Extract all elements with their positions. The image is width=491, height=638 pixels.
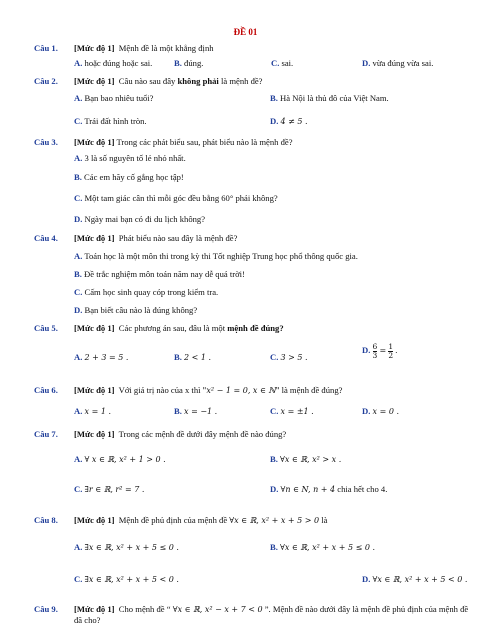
option-c: C. 3 > 5 . [270, 352, 308, 362]
option-a: A. Toán học là một môn thi trong kỳ thi Tốt nghiệp Trung học phổ thông quốc gia. [74, 251, 358, 261]
question-level: [Mức độ 1] [74, 43, 115, 53]
option-b: B. Các em hãy cố gắng học tập! [74, 172, 184, 182]
question-7: Câu 7. [Mức độ 1] Trong các mệnh đề dưới đây mệnh đề nào đúng? [34, 429, 287, 439]
question-9: Câu 9. [34, 604, 58, 614]
question-9-text: [Mức độ 1] Cho mệnh đề “ ∀x ∈ ℝ, x² − x + 7 < 0 ”. Mệnh đề nào dưới đây là mệnh đề phủ định của mệnh đề đã cho? [74, 604, 469, 625]
option-c: C. ∃x ∈ ℝ, x² + x + 5 < 0 . [74, 574, 179, 584]
question-5: Câu 5. [Mức độ 1] Các phương án sau, đâu là một mệnh đề đúng? [34, 323, 284, 333]
option-b: B. ∀x ∈ ℝ, x² > x . [270, 454, 342, 464]
option-a: A. x = 1 . [74, 406, 111, 416]
option-b: B. x = −1 . [174, 406, 218, 416]
option-d: D. ∀x ∈ ℝ, x² + x + 5 < 0 . [362, 574, 468, 584]
question-number: Câu 2. [34, 76, 58, 86]
option-d: D. 4 ≠ 5 . [270, 116, 308, 126]
option-b: B. Hà Nội là thủ đô của Việt Nam. [270, 93, 389, 103]
option-c: C. ∃r ∈ ℝ, r² = 7 . [74, 484, 145, 494]
option-d: D. x = 0 . [362, 406, 399, 416]
option-a: A. 3 là số nguyên tố lẻ nhỏ nhất. [74, 153, 186, 163]
fraction: $\frac{1}{2}$ [388, 342, 394, 360]
option-c: C. Trái đất hình tròn. [74, 116, 147, 126]
option-a: A. ∀ x ∈ ℝ, x² + 1 > 0 . [74, 454, 166, 464]
question-3: Câu 3. [Mức độ 1] Trong các phát biểu sau, phát biểu nào là mệnh đề? [34, 137, 293, 147]
question-4: Câu 4. [Mức độ 1] Phát biểu nào sau đây là mệnh đề? [34, 233, 238, 243]
question-1 [34, 43, 214, 53]
question-8: Câu 8. [Mức độ 1] Mệnh đề phủ định của mệnh đề ∀x ∈ ℝ, x² + x + 5 > 0 là [34, 515, 328, 525]
option-c: C. sai. [271, 58, 294, 68]
option-b: B. 2 < 1 . [174, 352, 212, 362]
question-2: Câu 2. [Mức độ 1] Câu nào sau đây không phải là mệnh đề? [34, 76, 263, 86]
option-b: B. đúng. [174, 58, 204, 68]
option-d: D. vừa đúng vừa sai. [362, 58, 434, 68]
option-c: C. x = ±1 . [270, 406, 314, 416]
option-b: B. Đề trắc nghiệm môn toán năm nay dễ quá trời! [74, 269, 245, 279]
option-a: A. ∃x ∈ ℝ, x² + x + 5 ≤ 0 . [74, 542, 179, 552]
question-text: Mệnh đề là một khẳng định [118, 43, 214, 53]
question-6: Câu 6. [Mức độ 1] Với giá trị nào của x thì "x² − 1 = 0, x ∈ ℕ" là mệnh đề đúng? [34, 385, 343, 395]
fraction: $\frac{6}{3}$ [372, 342, 378, 360]
option-d: D. Bạn biết câu nào là đúng không? [74, 305, 198, 315]
option-d: D. Ngày mai bạn có đi du lịch không? [74, 214, 206, 224]
option-a: A. 2 + 3 = 5 . [74, 352, 129, 362]
option-c: C. Cấm học sinh quay cóp trong kiểm tra. [74, 287, 219, 297]
option-d: D. ∀n ∈ N, n + 4 chia hết cho 4. [270, 484, 388, 494]
exam-title: ĐỀ 01 [233, 27, 258, 37]
option-b: B. ∀x ∈ ℝ, x² + x + 5 ≤ 0 . [270, 542, 375, 552]
option-a: A. Bạn bao nhiêu tuổi? [74, 93, 154, 103]
option-c: C. Một tam giác cân thì mỗi góc đều bằng 60° phải không? [74, 193, 278, 203]
option-d: D. $\frac{6}{3}$ = $\frac{1}{2}$ . [362, 342, 398, 360]
question-number: Câu 1. [34, 43, 58, 53]
option-a: A. hoặc đúng hoặc sai. [74, 58, 153, 68]
